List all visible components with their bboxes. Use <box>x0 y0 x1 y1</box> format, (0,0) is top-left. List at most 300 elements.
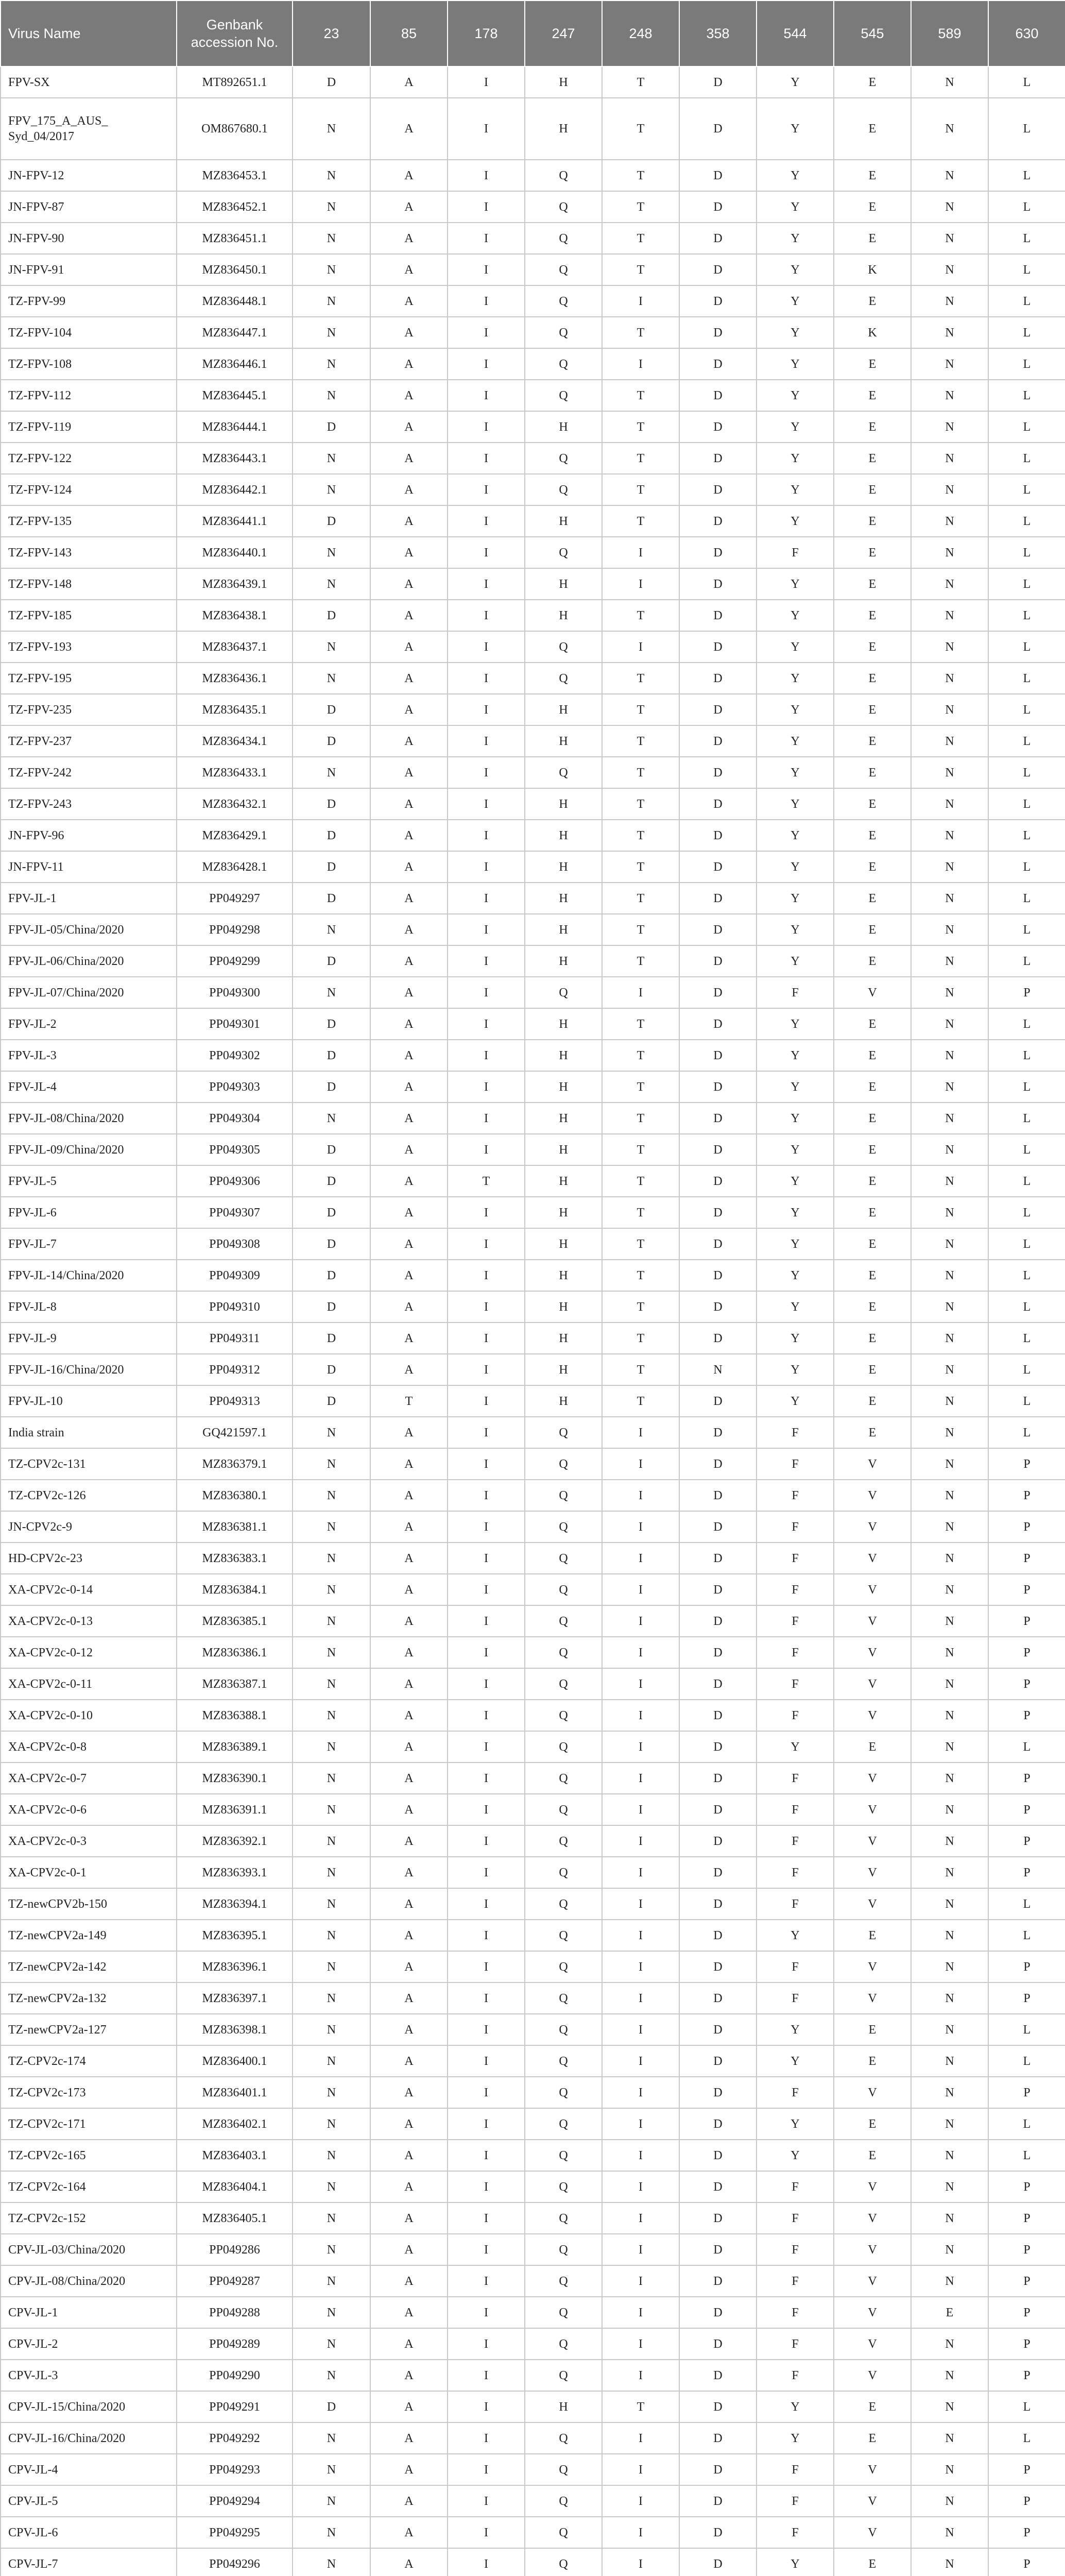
cell-residue: L <box>988 66 1065 98</box>
cell-accession: PP049304 <box>177 1103 293 1134</box>
cell-residue: Q <box>525 2234 602 2265</box>
cell-residue: N <box>293 1731 370 1762</box>
cell-residue: V <box>834 1794 911 1825</box>
cell-residue: P <box>988 1668 1065 1700</box>
cell-residue: D <box>679 1731 757 1762</box>
cell-residue: N <box>293 2045 370 2077</box>
cell-residue: N <box>911 411 988 443</box>
cell-residue: E <box>834 1920 911 1951</box>
cell-residue: Q <box>525 977 602 1008</box>
cell-virus-name: FPV-JL-5 <box>1 1165 177 1197</box>
cell-residue: I <box>602 631 679 663</box>
cell-residue: T <box>602 66 679 98</box>
cell-residue: Q <box>525 1417 602 1448</box>
cell-residue: Q <box>525 2297 602 2328</box>
cell-residue: E <box>834 191 911 223</box>
cell-residue: F <box>757 2360 834 2391</box>
cell-residue: A <box>370 1448 448 1480</box>
cell-residue: I <box>602 2108 679 2140</box>
cell-virus-name: TZ-newCPV2a-142 <box>1 1951 177 1982</box>
cell-residue: L <box>988 2391 1065 2422</box>
cell-residue: V <box>834 1668 911 1700</box>
cell-residue: D <box>679 2454 757 2485</box>
table-row <box>1 945 1065 977</box>
cell-residue: V <box>834 1480 911 1511</box>
cell-residue: I <box>448 851 525 883</box>
cell-residue: N <box>911 2077 988 2108</box>
cell-residue: D <box>679 411 757 443</box>
cell-residue: E <box>834 568 911 600</box>
cell-residue: D <box>679 2485 757 2517</box>
cell-residue: E <box>834 2108 911 2140</box>
cell-residue: D <box>679 2045 757 2077</box>
cell-residue: I <box>448 537 525 568</box>
cell-residue: Q <box>525 1888 602 1920</box>
cell-residue: N <box>293 2140 370 2171</box>
cell-residue: N <box>911 2454 988 2485</box>
cell-residue: H <box>525 1291 602 1323</box>
cell-accession: PP049293 <box>177 2454 293 2485</box>
cell-residue: D <box>293 945 370 977</box>
cell-residue: A <box>370 1700 448 1731</box>
table-row <box>1 2485 1065 2517</box>
cell-residue: N <box>911 1134 988 1165</box>
cell-residue: N <box>293 1543 370 1574</box>
header-site-247: 247 <box>525 1 602 66</box>
cell-residue: V <box>834 1825 911 1857</box>
cell-residue: I <box>448 977 525 1008</box>
table-row <box>1 1260 1065 1291</box>
cell-residue: D <box>679 1040 757 1071</box>
cell-residue: Q <box>525 2360 602 2391</box>
table-row <box>1 663 1065 694</box>
cell-virus-name: JN-CPV2c-9 <box>1 1511 177 1543</box>
cell-residue: D <box>679 725 757 757</box>
cell-residue: A <box>370 2265 448 2297</box>
cell-residue: N <box>911 788 988 820</box>
cell-accession: MZ836397.1 <box>177 1982 293 2014</box>
cell-residue: I <box>602 285 679 317</box>
cell-residue: A <box>370 2045 448 2077</box>
cell-residue: P <box>988 2454 1065 2485</box>
cell-residue: L <box>988 663 1065 694</box>
cell-residue: Q <box>525 2171 602 2202</box>
table-row <box>1 977 1065 1008</box>
cell-residue: I <box>602 1574 679 1605</box>
cell-residue: E <box>834 1323 911 1354</box>
cell-residue: A <box>370 254 448 285</box>
cell-residue: I <box>602 2234 679 2265</box>
cell-residue: Q <box>525 254 602 285</box>
cell-accession: PP049308 <box>177 1228 293 1260</box>
cell-residue: I <box>602 2297 679 2328</box>
cell-residue: D <box>293 66 370 98</box>
cell-residue: A <box>370 285 448 317</box>
cell-residue: H <box>525 1197 602 1228</box>
cell-residue: A <box>370 2077 448 2108</box>
cell-residue: I <box>448 788 525 820</box>
cell-virus-name: TZ-FPV-195 <box>1 663 177 694</box>
cell-residue: P <box>988 2171 1065 2202</box>
cell-accession: PP049297 <box>177 883 293 914</box>
cell-residue: E <box>834 348 911 380</box>
cell-residue: T <box>602 757 679 788</box>
cell-residue: L <box>988 1323 1065 1354</box>
cell-residue: L <box>988 694 1065 725</box>
cell-residue: N <box>911 1668 988 1700</box>
cell-residue: D <box>679 1794 757 1825</box>
cell-residue: T <box>602 945 679 977</box>
cell-virus-name: TZ-FPV-143 <box>1 537 177 568</box>
cell-virus-name: FPV-JL-4 <box>1 1071 177 1103</box>
cell-residue: N <box>293 1480 370 1511</box>
cell-residue: L <box>988 600 1065 631</box>
cell-residue: A <box>370 883 448 914</box>
cell-residue: V <box>834 1543 911 1574</box>
cell-residue: Y <box>757 317 834 348</box>
cell-residue: L <box>988 1260 1065 1291</box>
cell-accession: MZ836433.1 <box>177 757 293 788</box>
cell-residue: V <box>834 2517 911 2548</box>
cell-residue: E <box>834 223 911 254</box>
cell-accession: MZ836391.1 <box>177 1794 293 1825</box>
table-row <box>1 568 1065 600</box>
cell-residue: T <box>602 223 679 254</box>
cell-residue: I <box>602 977 679 1008</box>
cell-residue: I <box>448 1794 525 1825</box>
cell-residue: A <box>370 757 448 788</box>
cell-virus-name: TZ-CPV2c-174 <box>1 2045 177 2077</box>
cell-residue: D <box>679 505 757 537</box>
cell-residue: I <box>448 2360 525 2391</box>
cell-residue: E <box>834 474 911 505</box>
cell-residue: L <box>988 2045 1065 2077</box>
cell-residue: F <box>757 1668 834 1700</box>
cell-residue: N <box>293 2422 370 2454</box>
cell-residue: D <box>293 1134 370 1165</box>
cell-residue: Y <box>757 98 834 160</box>
cell-residue: Y <box>757 1731 834 1762</box>
cell-residue: A <box>370 945 448 977</box>
cell-residue: N <box>293 98 370 160</box>
cell-residue: I <box>602 1951 679 1982</box>
cell-virus-name: TZ-newCPV2a-127 <box>1 2014 177 2045</box>
cell-residue: Y <box>757 1134 834 1165</box>
cell-residue: N <box>911 1480 988 1511</box>
cell-residue: H <box>525 505 602 537</box>
table-row <box>1 380 1065 411</box>
cell-residue: E <box>834 1731 911 1762</box>
cell-residue: N <box>293 2202 370 2234</box>
cell-residue: Q <box>525 1511 602 1543</box>
cell-accession: GQ421597.1 <box>177 1417 293 1448</box>
cell-residue: D <box>679 1071 757 1103</box>
cell-virus-name: FPV-JL-08/China/2020 <box>1 1103 177 1134</box>
cell-residue: L <box>988 914 1065 945</box>
cell-residue: N <box>911 1385 988 1417</box>
cell-accession: PP049303 <box>177 1071 293 1103</box>
cell-virus-name: JN-FPV-96 <box>1 820 177 851</box>
cell-residue: I <box>448 1574 525 1605</box>
cell-residue: I <box>448 1323 525 1354</box>
table-row <box>1 443 1065 474</box>
cell-residue: D <box>293 1385 370 1417</box>
cell-accession: PP049288 <box>177 2297 293 2328</box>
table-row <box>1 1982 1065 2014</box>
cell-residue: A <box>370 1417 448 1448</box>
cell-residue: V <box>834 2485 911 2517</box>
cell-residue: Q <box>525 1700 602 1731</box>
cell-residue: I <box>602 1543 679 1574</box>
cell-virus-name: CPV-JL-7 <box>1 2548 177 2576</box>
cell-residue: E <box>834 1260 911 1291</box>
cell-residue: Y <box>757 2548 834 2576</box>
header-row <box>1 1 1065 66</box>
cell-residue: A <box>370 820 448 851</box>
cell-residue: L <box>988 1165 1065 1197</box>
cell-residue: N <box>911 2517 988 2548</box>
cell-residue: A <box>370 1511 448 1543</box>
cell-residue: L <box>988 1071 1065 1103</box>
cell-residue: H <box>525 1260 602 1291</box>
table-row <box>1 2202 1065 2234</box>
cell-residue: A <box>370 600 448 631</box>
cell-residue: L <box>988 254 1065 285</box>
cell-residue: D <box>679 223 757 254</box>
table-row <box>1 2045 1065 2077</box>
cell-residue: Q <box>525 348 602 380</box>
cell-residue: D <box>293 725 370 757</box>
cell-residue: N <box>911 1982 988 2014</box>
cell-residue: N <box>293 2454 370 2485</box>
cell-residue: D <box>679 1134 757 1165</box>
cell-residue: L <box>988 568 1065 600</box>
cell-residue: N <box>911 1165 988 1197</box>
cell-residue: H <box>525 1134 602 1165</box>
cell-residue: D <box>293 2391 370 2422</box>
cell-residue: N <box>911 317 988 348</box>
cell-virus-name: TZ-FPV-108 <box>1 348 177 380</box>
table-row <box>1 2422 1065 2454</box>
cell-accession: MZ836446.1 <box>177 348 293 380</box>
cell-residue: I <box>602 1794 679 1825</box>
cell-residue: D <box>679 2077 757 2108</box>
cell-residue: V <box>834 1448 911 1480</box>
cell-residue: P <box>988 1448 1065 1480</box>
table-row <box>1 1134 1065 1165</box>
cell-residue: F <box>757 537 834 568</box>
cell-residue: I <box>448 725 525 757</box>
cell-residue: N <box>911 1448 988 1480</box>
cell-residue: N <box>911 568 988 600</box>
cell-residue: D <box>293 505 370 537</box>
cell-residue: I <box>448 820 525 851</box>
cell-residue: N <box>293 2234 370 2265</box>
cell-residue: I <box>448 2234 525 2265</box>
cell-residue: I <box>448 1134 525 1165</box>
cell-residue: A <box>370 1071 448 1103</box>
cell-residue: I <box>602 1511 679 1543</box>
cell-residue: V <box>834 2297 911 2328</box>
cell-residue: N <box>911 2422 988 2454</box>
cell-virus-name: JN-FPV-90 <box>1 223 177 254</box>
cell-residue: N <box>911 2265 988 2297</box>
cell-residue: V <box>834 2202 911 2234</box>
table-row <box>1 223 1065 254</box>
cell-residue: Y <box>757 348 834 380</box>
cell-residue: N <box>293 537 370 568</box>
cell-residue: N <box>911 285 988 317</box>
cell-residue: D <box>679 1511 757 1543</box>
cell-residue: P <box>988 1605 1065 1637</box>
cell-residue: D <box>293 1260 370 1291</box>
cell-residue: Q <box>525 2485 602 2517</box>
table-row <box>1 2140 1065 2171</box>
cell-residue: Q <box>525 474 602 505</box>
cell-virus-name: TZ-FPV-148 <box>1 568 177 600</box>
cell-residue: A <box>370 914 448 945</box>
cell-residue: N <box>911 1543 988 1574</box>
cell-residue: T <box>602 663 679 694</box>
cell-residue: I <box>448 1448 525 1480</box>
cell-virus-name: FPV-JL-09/China/2020 <box>1 1134 177 1165</box>
cell-residue: F <box>757 2077 834 2108</box>
cell-residue: D <box>293 411 370 443</box>
cell-residue: I <box>448 1071 525 1103</box>
cell-accession: MZ836441.1 <box>177 505 293 537</box>
cell-virus-name: FPV-JL-1 <box>1 883 177 914</box>
cell-residue: Y <box>757 631 834 663</box>
cell-residue: L <box>988 537 1065 568</box>
cell-residue: T <box>602 1323 679 1354</box>
cell-residue: D <box>679 2202 757 2234</box>
cell-virus-name: FPV-JL-2 <box>1 1008 177 1040</box>
cell-residue: I <box>448 380 525 411</box>
cell-residue: E <box>834 1291 911 1323</box>
cell-residue: N <box>293 2548 370 2576</box>
cell-residue: A <box>370 851 448 883</box>
cell-residue: D <box>679 945 757 977</box>
cell-accession: MZ836452.1 <box>177 191 293 223</box>
cell-residue: A <box>370 1197 448 1228</box>
cell-virus-name: FPV-JL-07/China/2020 <box>1 977 177 1008</box>
table-row <box>1 1008 1065 1040</box>
cell-residue: T <box>602 600 679 631</box>
cell-residue: I <box>448 160 525 191</box>
cell-residue: N <box>293 914 370 945</box>
cell-residue: N <box>911 977 988 1008</box>
cell-virus-name: TZ-newCPV2a-132 <box>1 1982 177 2014</box>
cell-residue: N <box>911 1825 988 1857</box>
cell-residue: F <box>757 2234 834 2265</box>
cell-accession: MZ836388.1 <box>177 1700 293 1731</box>
cell-residue: T <box>602 1197 679 1228</box>
cell-residue: D <box>679 788 757 820</box>
cell-residue: Y <box>757 851 834 883</box>
cell-residue: I <box>448 2171 525 2202</box>
cell-residue: I <box>602 2422 679 2454</box>
header-site-85: 85 <box>370 1 448 66</box>
cell-virus-name: FPV-JL-9 <box>1 1323 177 1354</box>
cell-residue: I <box>448 98 525 160</box>
cell-residue: D <box>679 191 757 223</box>
cell-residue: E <box>834 694 911 725</box>
cell-residue: L <box>988 2140 1065 2171</box>
cell-residue: I <box>448 1385 525 1417</box>
cell-accession: MZ836393.1 <box>177 1857 293 1888</box>
cell-residue: E <box>834 537 911 568</box>
cell-residue: N <box>911 1762 988 1794</box>
cell-residue: L <box>988 788 1065 820</box>
cell-virus-name: FPV-JL-8 <box>1 1291 177 1323</box>
cell-residue: I <box>602 2202 679 2234</box>
cell-residue: Q <box>525 1668 602 1700</box>
cell-residue: E <box>911 2297 988 2328</box>
cell-residue: T <box>602 1354 679 1385</box>
cell-virus-name: FPV-JL-16/China/2020 <box>1 1354 177 1385</box>
cell-virus-name: TZ-CPV2c-131 <box>1 1448 177 1480</box>
cell-residue: D <box>679 1825 757 1857</box>
cell-residue: D <box>679 1291 757 1323</box>
cell-residue: I <box>448 1700 525 1731</box>
cell-residue: A <box>370 1040 448 1071</box>
cell-residue: I <box>602 2077 679 2108</box>
table-row <box>1 1888 1065 1920</box>
cell-residue: D <box>679 537 757 568</box>
cell-residue: H <box>525 1008 602 1040</box>
cell-accession: MZ836405.1 <box>177 2202 293 2234</box>
cell-residue: I <box>448 2485 525 2517</box>
cell-residue: E <box>834 2548 911 2576</box>
cell-residue: T <box>602 2391 679 2422</box>
cell-residue: D <box>679 348 757 380</box>
cell-residue: Y <box>757 725 834 757</box>
cell-residue: N <box>911 631 988 663</box>
cell-residue: H <box>525 788 602 820</box>
cell-residue: I <box>602 1920 679 1951</box>
cell-residue: N <box>911 1008 988 1040</box>
cell-residue: N <box>293 2517 370 2548</box>
cell-residue: N <box>293 474 370 505</box>
table-row <box>1 1511 1065 1543</box>
cell-residue: N <box>911 914 988 945</box>
cell-residue: N <box>293 663 370 694</box>
cell-residue: Y <box>757 1197 834 1228</box>
cell-residue: N <box>293 2360 370 2391</box>
cell-residue: F <box>757 1794 834 1825</box>
cell-residue: L <box>988 98 1065 160</box>
cell-residue: I <box>448 254 525 285</box>
cell-virus-name: CPV-JL-5 <box>1 2485 177 2517</box>
table-row <box>1 1700 1065 1731</box>
cell-accession: MZ836448.1 <box>177 285 293 317</box>
cell-residue: N <box>911 537 988 568</box>
table-row <box>1 1228 1065 1260</box>
cell-virus-name: CPV-JL-16/China/2020 <box>1 2422 177 2454</box>
cell-residue: N <box>293 348 370 380</box>
cell-residue: H <box>525 66 602 98</box>
cell-virus-name: FPV-SX <box>1 66 177 98</box>
cell-residue: N <box>911 2108 988 2140</box>
cell-residue: N <box>911 2328 988 2360</box>
cell-accession: PP049309 <box>177 1260 293 1291</box>
cell-residue: T <box>602 1165 679 1197</box>
header-virus-name: Virus Name <box>1 1 177 66</box>
cell-residue: L <box>988 2014 1065 2045</box>
cell-residue: D <box>679 757 757 788</box>
cell-accession: MZ836387.1 <box>177 1668 293 1700</box>
cell-residue: P <box>988 1637 1065 1668</box>
